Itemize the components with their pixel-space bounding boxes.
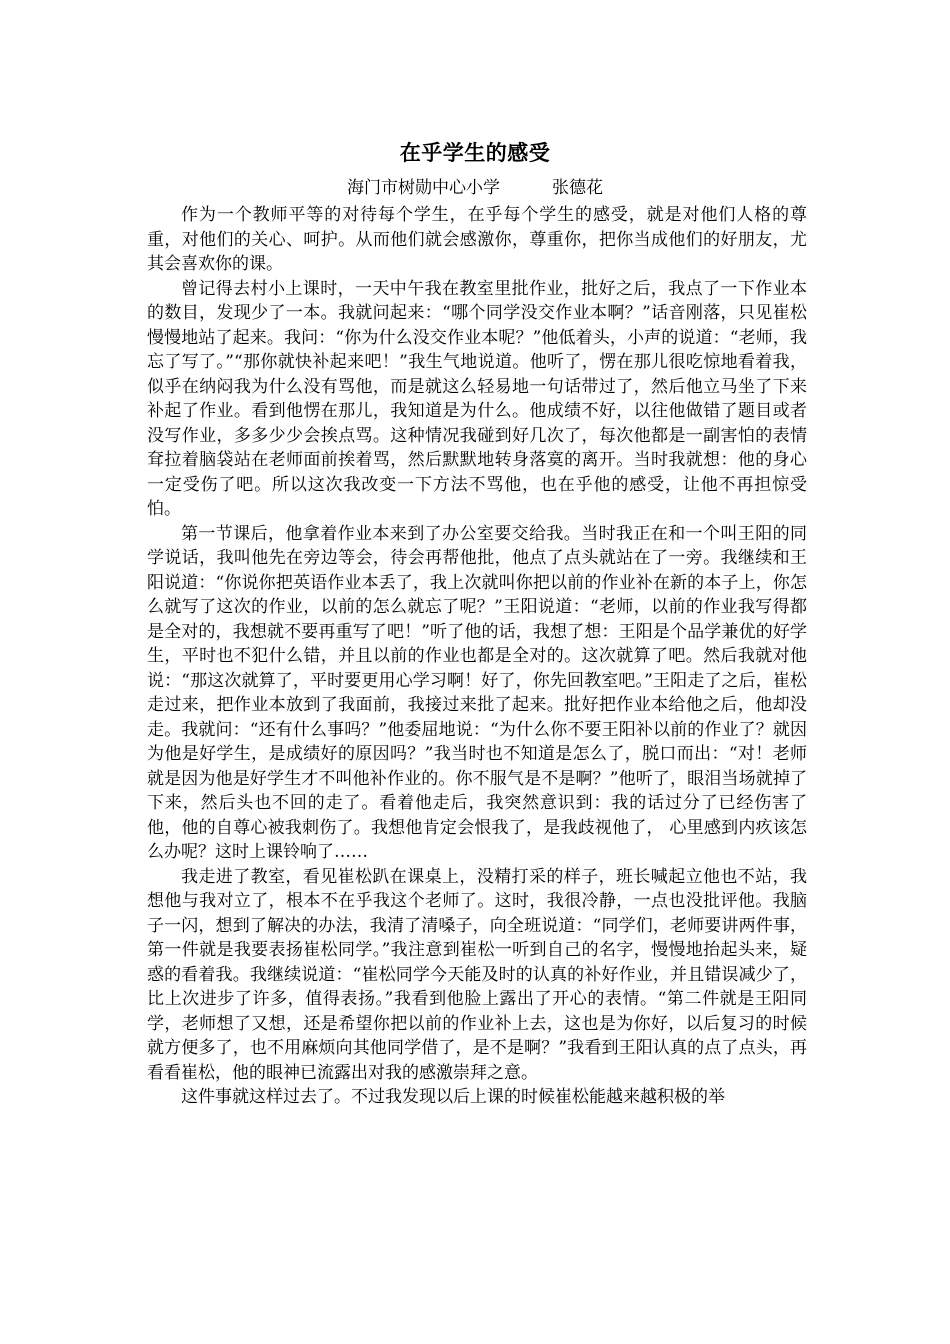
byline [0, 176, 950, 200]
document-title: 在乎学生的感受 [399, 140, 551, 165]
paragraph: 第一节课后，他拿着作业本来到了办公室要交给我。当时我正在和一个叫王阳的同学说话，我叫他先在旁边等会，待会再帮他批，他点了点头就站在了一旁。我继续和王阳说道：“你说你把英语作业本丢了，我上次就叫你把以前的作业补在新的本子上，你怎么就写了这次的作业，以前的怎么就忘了呢？”王阳说道：“老师，以前的作业我写得都是全对的，我想就不要再重写了吧！”听了他的话，我想了想：王阳是个品学兼优的好学生，平时也不犯什么错，并且以前的作业也都是全对的。这次就算了吧。然后我就对他说：“那这次就算了，平时要更用心学习啊！好了，你先回教室吧。”王阳走了之后，崔松走过来，把作业本放到了我面前，我接过来批了起来。批好把作业本给他之后，他却没走。我就问：“还有什么事吗？”他委屈地说：“为什么你不要王阳补以前的作业了？就因为他是好学生，是成绩好的原因吗？”我当时也不知道是怎么了，脱口而出：“对！老师就是因为他是好学生才不叫他补作业的。你不服气是不是啊？”他听了，眼泪当场就掉了下来，然后头也不回的走了。看着他走后，我突然意识到：我的话过分了已经伤害了他，他的自尊心被我刺伤了。我想他肯定会恨我了，是我歧视他了， 心里感到内疚该怎么办呢？这时上课铃响了…… [147, 523, 807, 862]
article-body [147, 203, 807, 1110]
author-name: 张德花 [552, 178, 603, 198]
paragraph: 这件事就这样过去了。不过我发现以后上课的时候崔松能越来越积极的举 [181, 1087, 725, 1107]
school-name: 海门市树勋中心小学 [347, 178, 500, 198]
paragraph: 曾记得去村小上课时，一天中午我在教室里批作业，批好之后，我点了一下作业本的数目，发现少了一本。我就问起来：“哪个同学没交作业本啊？”话音刚落，只见崔松慢慢地站了起来。我问：“你为什么没交作业本呢？”他低着头，小声的说道：“老师，我忘了写了。”“那你就快补起来吧！”我生气地说道。他听了，愣在那儿很吃惊地看着我，似乎在纳闷我为什么没有骂他，而是就这么轻易地一句话带过了，然后他立马坐了下来补起了作业。看到他愣在那儿，我知道是为什么。他成绩不好，以往他做错了题目或者没写作业，多多少少会挨点骂。这种情况我碰到好几次了，每次他都是一副害怕的表情耷拉着脑袋站在老师面前挨着骂，然后默默地转身落寞的离开。当时我就想：他的身心一定受伤了吧。所以这次我改变一下方法不骂他，也在乎他的感受，让他不再担惊受怕。 [147, 278, 807, 519]
paragraph: 我走进了教室，看见崔松趴在课桌上，没精打采的样子，班长喊起立他也不站，我想他与我对立了，根本不在乎我这个老师了。这时，我很冷静，一点也没批评他。我脑子一闪，想到了解决的办法，我清了清嗓子，向全班说道：“同学们，老师要讲两件事，第一件就是我要表扬崔松同学。”我注意到崔松一听到自己的名字，慢慢地抬起头来，疑惑的看着我。我继续说道：“崔松同学今天能及时的认真的补好作业，并且错误减少了，比上次进步了许多，值得表扬。”我看到他脸上露出了开心的表情。“第二件就是王阳同学，老师想了又想，还是希望你把以前的作业补上去，这也是为你好，以后复习的时候就方便多了，也不用麻烦向其他同学借了，是不是啊？”我看到王阳认真的点了点头，再看看崔松，他的眼神已流露出对我的感激崇拜之意。 [147, 866, 807, 1083]
paragraph: 作为一个教师平等的对待每个学生，在乎每个学生的感受，就是对他们人格的尊重，对他们的关心、呵护。从而他们就会感激你，尊重你，把你当成他们的好朋友，尤其会喜欢你的课。 [147, 205, 807, 274]
